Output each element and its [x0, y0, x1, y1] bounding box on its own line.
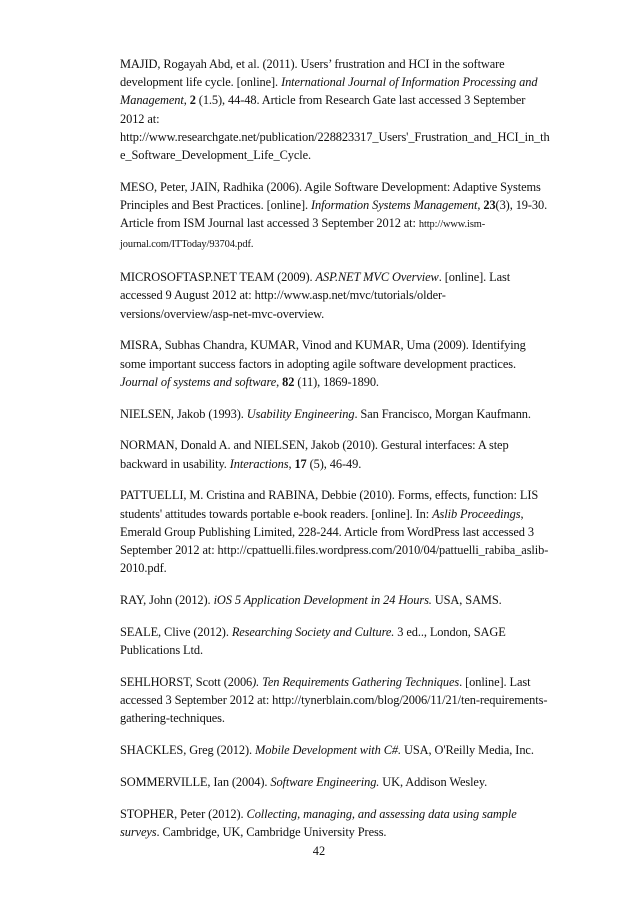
page-number: 42 — [312, 844, 326, 858]
reference-entry — [120, 405, 550, 423]
ref-authors: NIELSEN, Jakob (1993). — [120, 406, 247, 421]
ref-journal: Information Systems Management — [311, 198, 478, 213]
ref-authors: MAJID, Rogayah Abd, et al. (2011). — [120, 57, 301, 71]
ref-title: ). Ten Requirements Gathering Techniques — [252, 674, 460, 689]
ref-journal: International Journal of Information Processing and Management — [120, 75, 538, 108]
ref-authors: SEHLHORST, Scott (2006 — [120, 674, 253, 689]
ref-title: Users’ frustration and HCI in the software development life cycle. [online]. — [120, 57, 505, 90]
ref-details: (5), 46-49. — [306, 456, 362, 471]
reference-entry — [120, 805, 550, 841]
ref-details: . San Francisco, Morgan Kaufmann. — [354, 406, 531, 421]
ref-volume: 82 — [282, 374, 295, 389]
ref-details: . Cambridge, UK, Cambridge University Press. — [156, 824, 387, 839]
ref-separator: , — [276, 374, 283, 389]
ref-separator: , — [288, 456, 295, 471]
ref-title: Usability Engineering — [246, 406, 355, 421]
ref-details: . [online]. Last accessed 9 August 2012 at: http://www.asp.net/mvc/tutorials/older-versions/overview/asp-net-mvc-overview. — [120, 270, 511, 321]
ref-details: USA, SAMS. — [431, 593, 502, 608]
reference-entry — [120, 178, 550, 255]
reference-entry — [120, 486, 550, 577]
ref-authors: SOMMERVILLE, Ian (2004). — [120, 774, 271, 789]
ref-authors: SHACKLES, Greg (2012). — [120, 743, 256, 758]
ref-separator: , — [477, 198, 484, 213]
ref-authors: PATTUELLI, M. Cristina and RABINA, Debbie (2010). — [120, 488, 398, 503]
ref-authors: NORMAN, Donald A. and NIELSEN, Jakob (2010). — [120, 438, 381, 453]
reference-entry — [120, 268, 550, 323]
ref-separator: , — [183, 93, 190, 108]
ref-title: Software Engineering. — [270, 774, 380, 789]
ref-journal: Aslib Proceedings — [432, 506, 521, 521]
reference-entry — [120, 773, 550, 791]
reference-entry — [120, 673, 550, 728]
reference-entry — [120, 55, 550, 164]
ref-details: . [online]. Last accessed 3 September 2012 at: http://tynerblain.com/blog/2006/11/21/ten-requirements-gathering-techniques. — [120, 674, 548, 726]
ref-details: , Emerald Group Publishing Limited, 228-244. Article from WordPress last accessed 3 September 2012 at: http://cpattuelli.files.wordpress.com/2010/04/pattuelli_rabiba_aslib-2010.pdf. — [120, 506, 549, 576]
ref-title: iOS 5 Application Development in 24 Hours. — [213, 593, 432, 608]
reference-entry — [120, 436, 550, 472]
ref-details: (11), 1869-1890. — [294, 374, 379, 389]
ref-volume: 2 — [189, 93, 196, 108]
ref-volume: 17 — [294, 456, 307, 471]
ref-authors: RAY, John (2012). — [120, 593, 214, 608]
reference-entry — [120, 591, 550, 609]
ref-authors: MISRA, Subhas Chandra, KUMAR, Vinod and KUMAR, Uma (2009). — [120, 338, 472, 353]
reference-list — [120, 55, 550, 855]
ref-details: UK, Addison Wesley. — [379, 774, 488, 789]
ref-title: Forms, effects, function: LIS students' attitudes towards portable e-book readers. [online]. In: — [120, 488, 539, 521]
ref-details: USA, O'Reilly Media, Inc. — [401, 743, 534, 758]
ref-details: (3), 19-30. Article from ISM Journal last accessed 3 September 2012 at: — [120, 198, 548, 231]
ref-title: Gestural interfaces: A step backward in usability. — [120, 438, 509, 471]
ref-title: Agile Software Development: Adaptive Systems Principles and Best Practices. [online]. — [120, 179, 541, 213]
ref-authors: STOPHER, Peter (2012). — [120, 806, 247, 821]
ref-journal: Interactions — [229, 456, 289, 471]
ref-title: Researching Society and Culture. — [231, 624, 395, 639]
reference-entry — [120, 336, 550, 391]
ref-authors: MESO, Peter, JAIN, Radhika (2006). — [120, 179, 305, 194]
ref-title: ASP.NET MVC Overview — [315, 270, 439, 285]
reference-entry — [120, 741, 550, 759]
ref-details: (1.5), 44-48. Article from Research Gate last accessed 3 September 2012 at: — [120, 93, 526, 126]
ref-url: http://www.researchgate.net/publication/228823317_Users'_Frustration_and_HCI_in_the_Software_Development_Life_Cycle. — [120, 129, 550, 163]
ref-title: Identifying some important success factors in adopting agile software development practices. — [120, 338, 526, 371]
ref-journal: Journal of systems and software — [120, 374, 277, 389]
ref-volume: 23 — [483, 198, 496, 213]
reference-entry — [120, 623, 550, 659]
ref-title: Collecting, managing, and assessing data using sample surveys — [120, 806, 517, 839]
ref-authors: MICROSOFTASP.NET TEAM (2009). — [120, 270, 316, 285]
ref-details: 3 ed.., London, SAGE Publications Ltd. — [120, 624, 506, 658]
ref-title: Mobile Development with C#. — [255, 743, 401, 758]
ref-url: http://www.ism-journal.com/ITToday/93704.pdf. — [120, 219, 486, 251]
ref-authors: SEALE, Clive (2012). — [120, 624, 232, 639]
